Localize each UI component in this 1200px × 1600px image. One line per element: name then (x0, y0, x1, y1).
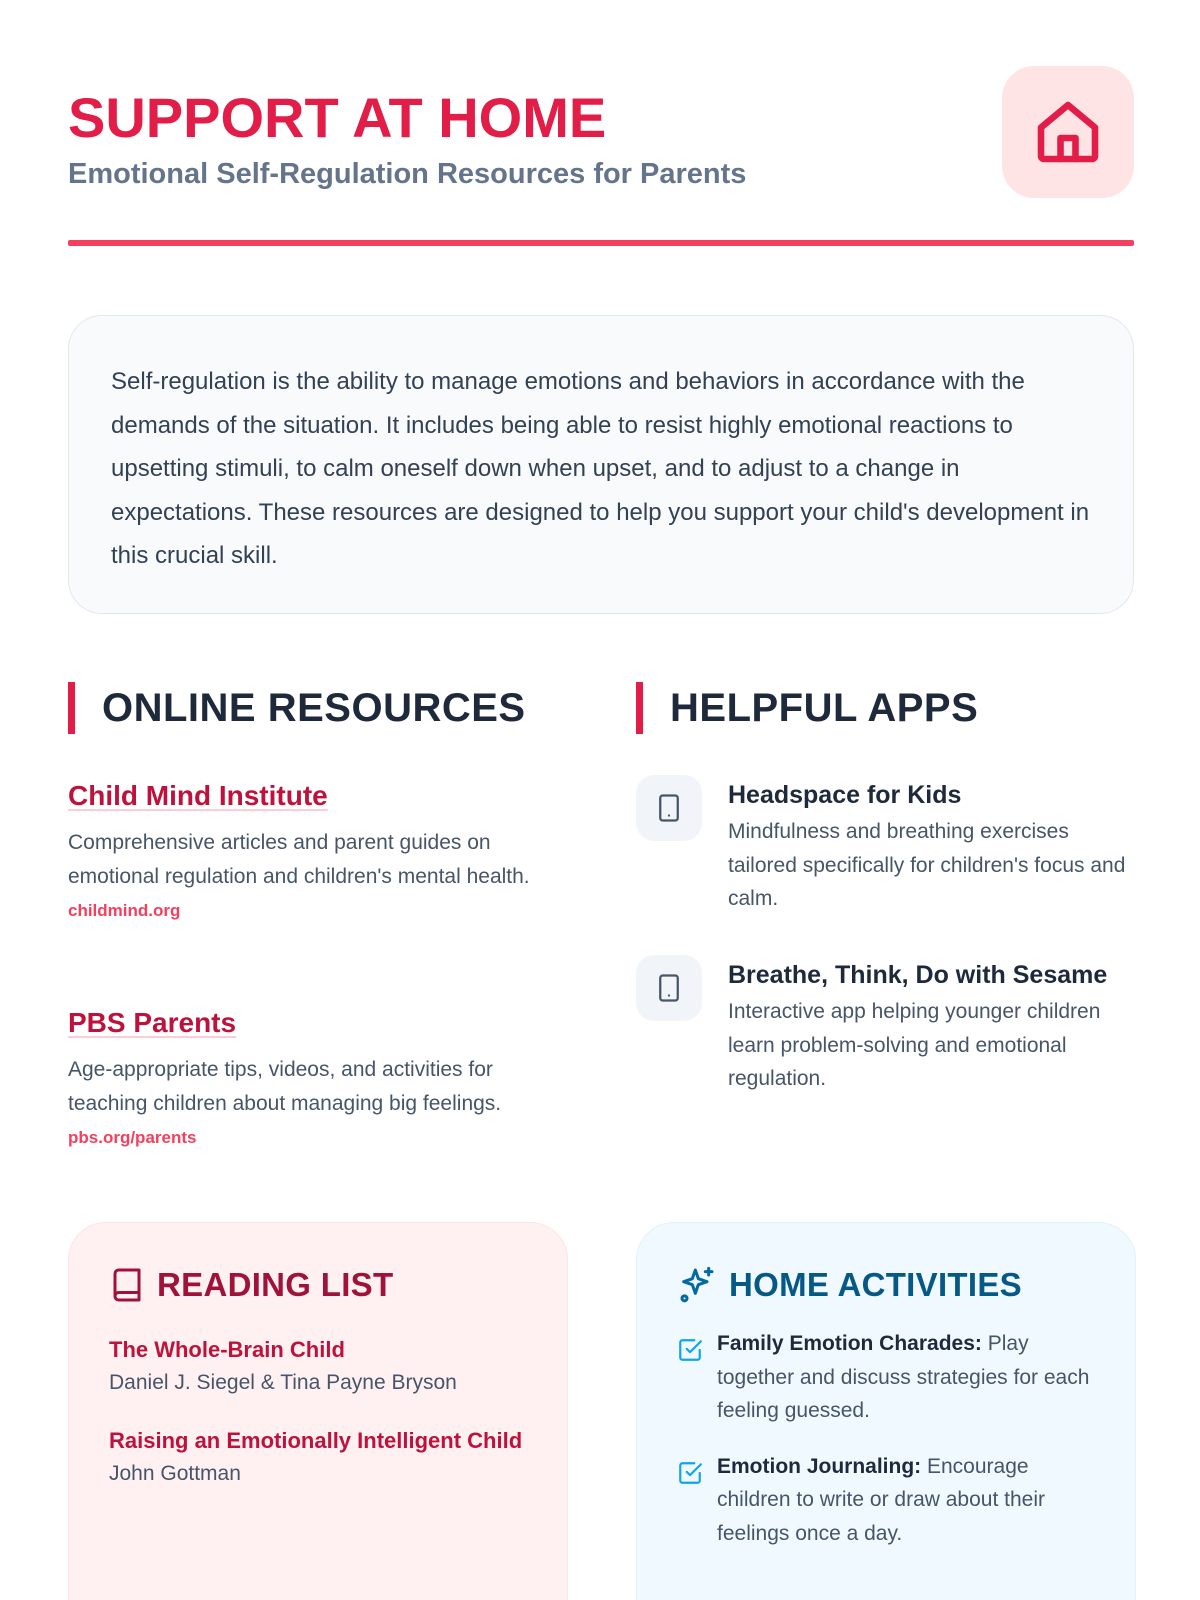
activity-label: Family Emotion Charades: (717, 1332, 982, 1355)
checkbox-icon (677, 1460, 703, 1486)
intro-text: Self-regulation is the ability to manage emotions and behaviors in accordance with the demands of the situation. It includes being able to resist highly emotional reactions to upsetting stimuli, to calm oneself down when upset, and to adjust to a change in expectations. These resources are designed to help you support your child's development in this crucial skill. (111, 368, 1090, 569)
reading-list-heading: READING LIST (157, 1266, 394, 1303)
activity-item (677, 1327, 1095, 1428)
resource-item (68, 1007, 568, 1148)
app-title: Headspace for Kids (728, 781, 962, 809)
page-header (68, 66, 1134, 246)
resource-title-link[interactable]: Child Mind Institute (68, 780, 328, 811)
book-icon (109, 1267, 145, 1303)
book-item (109, 1333, 527, 1400)
activity-text: Encourage children to write or draw about their feelings once a day. (717, 1454, 1045, 1545)
resource-description: Comprehensive articles and parent guides on emotional regulation and children's mental health. (68, 831, 530, 888)
intro-box (68, 315, 1134, 614)
app-item (636, 775, 1136, 925)
app-description: Mindfulness and breathing exercises tailored specifically for children's focus and calm. (728, 820, 1126, 910)
home-activities-card (636, 1222, 1136, 1600)
activity-item (677, 1450, 1095, 1551)
resource-url-link[interactable]: pbs.org/parents (68, 1128, 197, 1147)
resource-item (68, 780, 568, 921)
activity-label: Emotion Journaling: (717, 1454, 922, 1478)
resource-description: Age-appropriate tips, videos, and activities for teaching children about managing big feelings. (68, 1058, 502, 1115)
page-subtitle: Emotional Self-Regulation Resources for Parents (68, 158, 747, 190)
online-resources-heading: ONLINE RESOURCES (68, 682, 526, 734)
tablet-icon (654, 973, 684, 1003)
activity-text: Play together and discuss strategies for each feeling guessed. (717, 1332, 1090, 1422)
home-badge (1002, 66, 1134, 198)
page-title: SUPPORT AT HOME (68, 86, 607, 149)
helpful-apps-heading: HELPFUL APPS (636, 682, 978, 734)
book-item (109, 1424, 527, 1491)
book-author: John Gottman (109, 1462, 241, 1485)
resource-url-link[interactable]: childmind.org (68, 901, 181, 920)
app-icon-badge (636, 775, 702, 841)
reading-list-card (68, 1222, 568, 1600)
app-description: Interactive app helping younger children learn problem-solving and emotional regulation. (728, 1000, 1101, 1090)
book-author: Daniel J. Siegel & Tina Payne Bryson (109, 1371, 457, 1394)
sparkles-icon (677, 1265, 717, 1305)
tablet-icon (654, 793, 684, 823)
app-icon-badge (636, 955, 702, 1021)
resource-title-link[interactable]: PBS Parents (68, 1007, 237, 1038)
header-divider (68, 240, 1134, 246)
home-activities-heading: HOME ACTIVITIES (729, 1266, 1022, 1303)
book-title: The Whole-Brain Child (109, 1337, 345, 1362)
checkbox-icon (677, 1337, 703, 1363)
app-item (636, 955, 1136, 1135)
app-title: Breathe, Think, Do with Sesame (728, 961, 1108, 989)
book-title: Raising an Emotionally Intelligent Child (109, 1428, 523, 1453)
home-icon (1032, 96, 1104, 168)
